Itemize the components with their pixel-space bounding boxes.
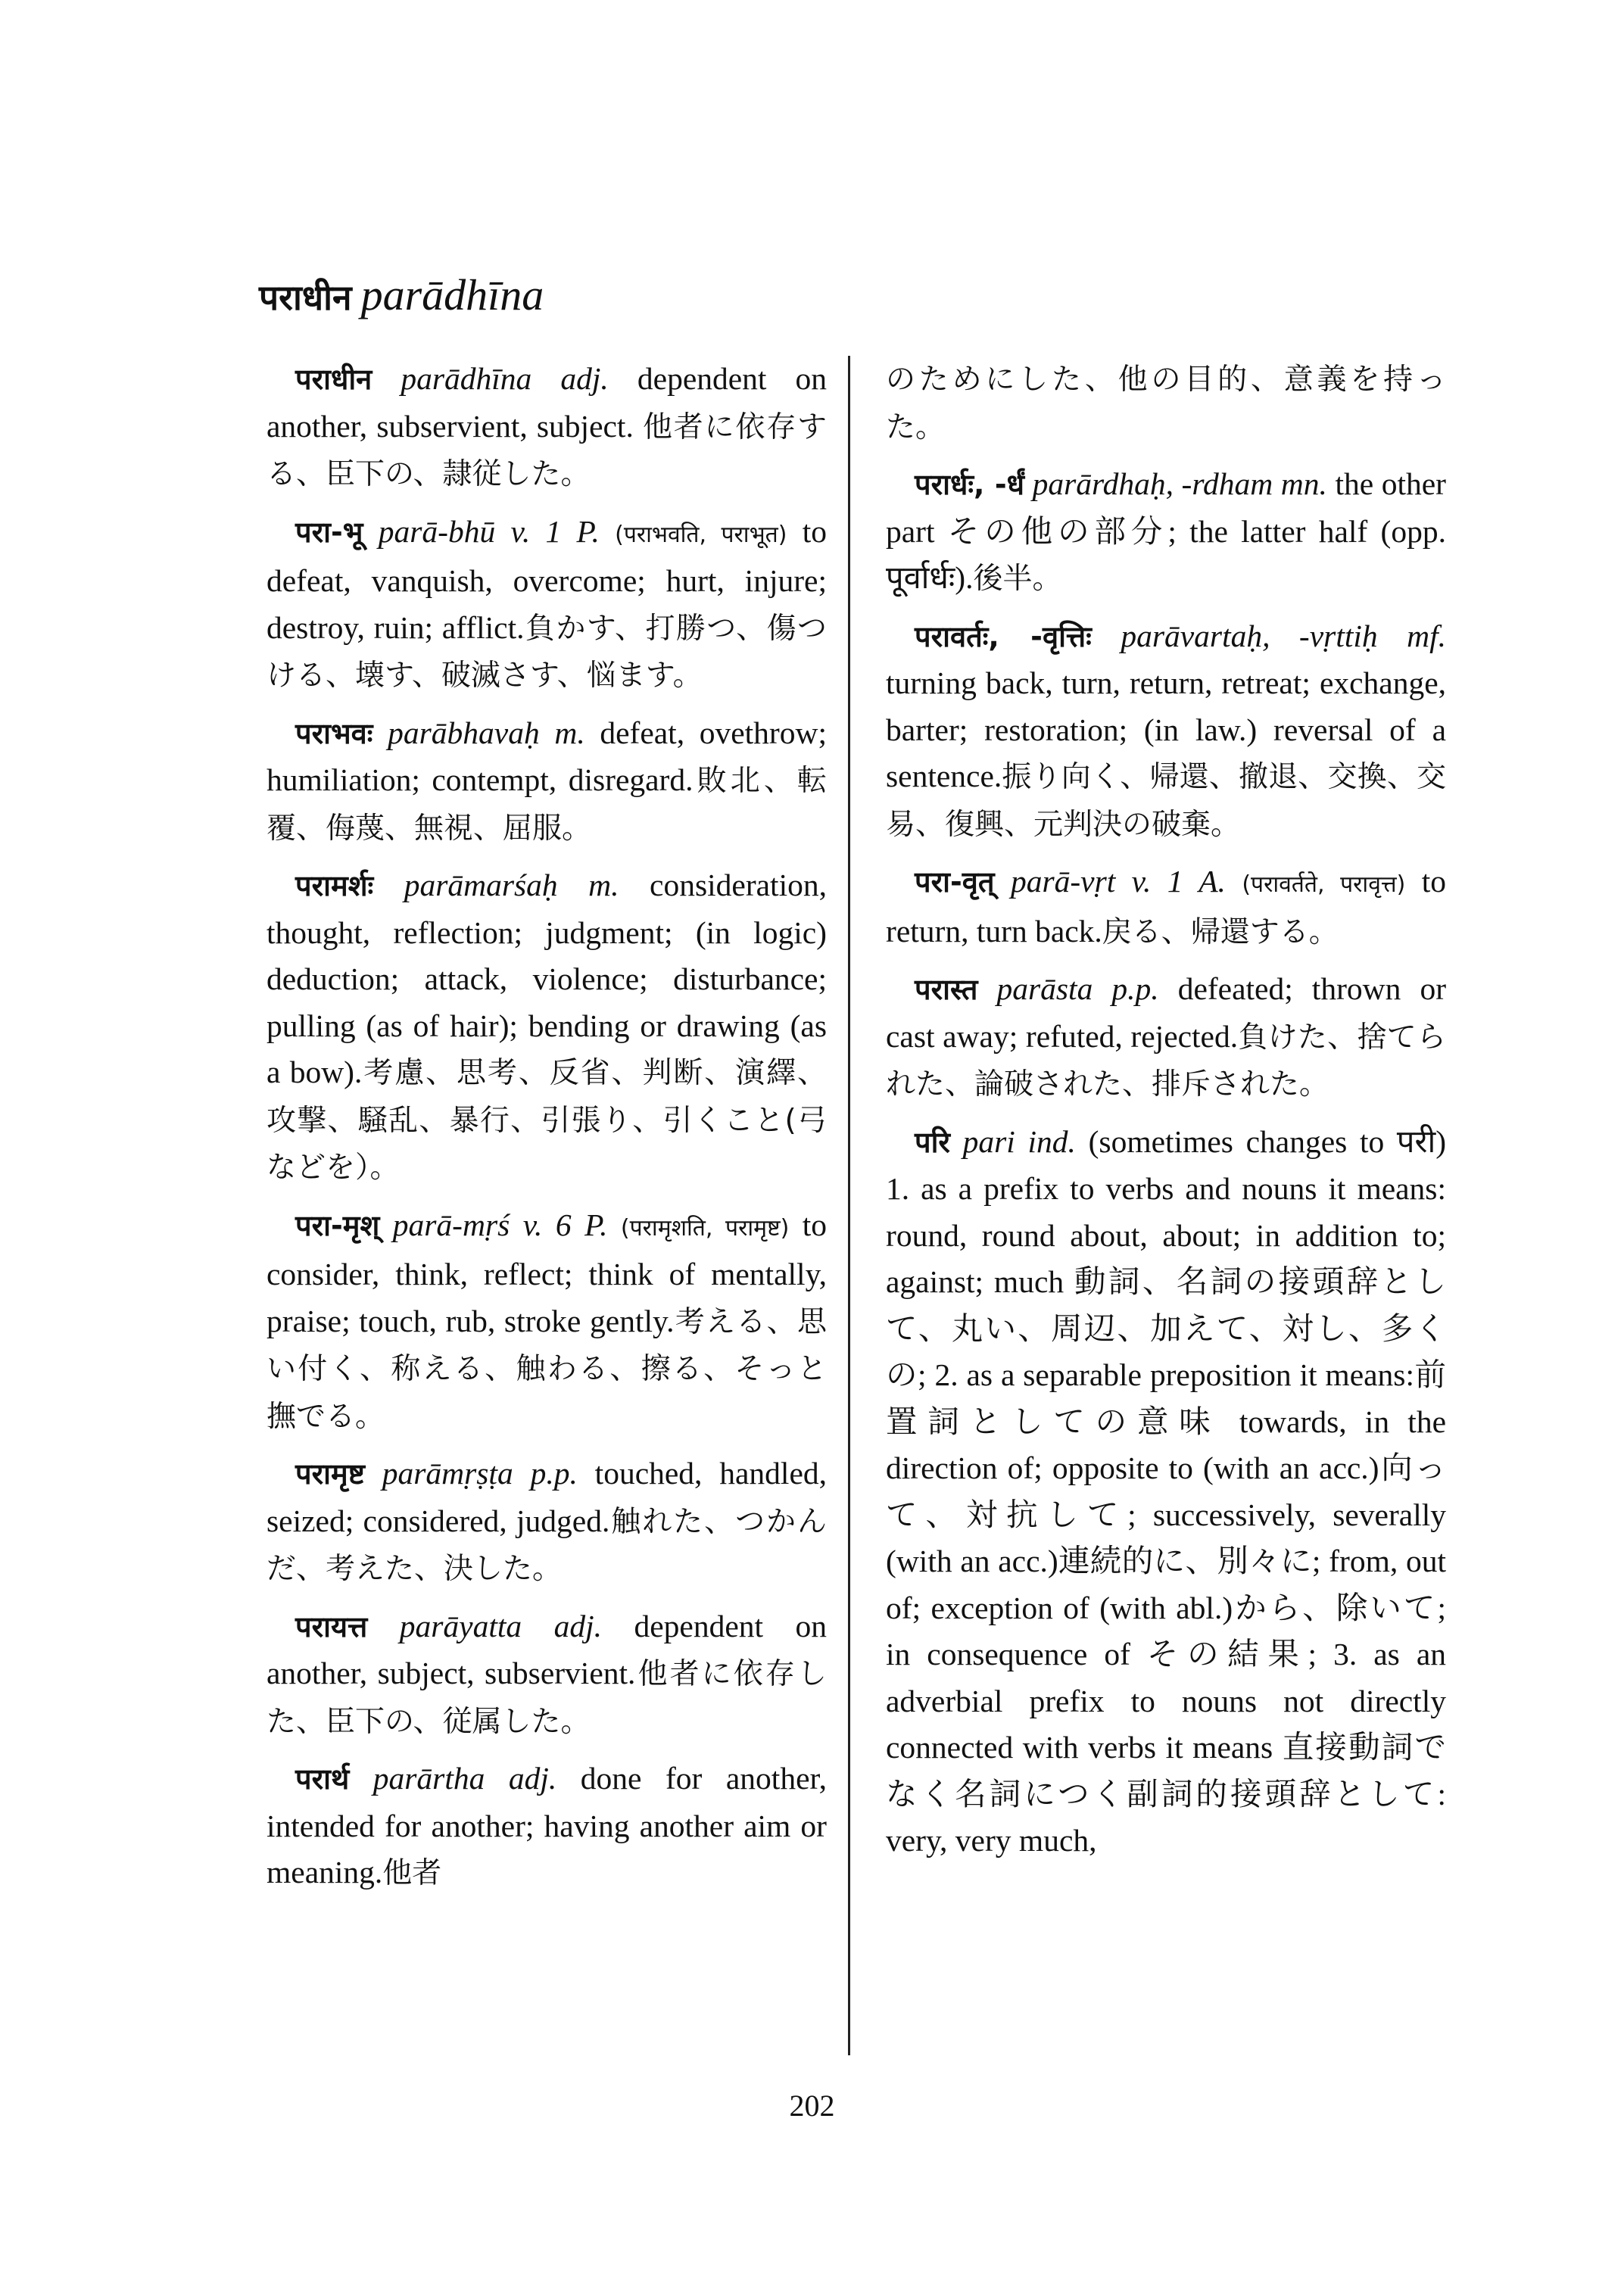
conjugation: (पराभवति, पराभूत) — [615, 521, 787, 548]
transliteration: pari — [962, 1123, 1015, 1159]
japanese-gloss: 戻る、帰還する。 — [1102, 914, 1339, 949]
conjugation: (परावर्तते, परावृत्त) — [1242, 871, 1406, 898]
definition: to consider, think, reflect; think of mentally, praise; touch, rub, stroke gently. — [267, 1207, 828, 1338]
entry-parabhavah — [267, 710, 827, 852]
definition: (sometimes changes to परी) 1. as a prefix to verbs and nouns it means: round, round about, about; in addition to; against; much 動詞、名詞の接頭辞として、丸い、周辺、加えて、対し、多くの; 2. as a separable preposition it means:前置詞としての意味 towards, in the direction of; opposite to (with an acc.)向って、対抗して; successively, severally (with an acc.)連続的に、別々に; from, out of; exception of (with abl.)から、除いて; in consequence of その結果; 3. as an adverbial prefix to nouns not directly connected with verbs it means 直接動詞でなく名詞につく副詞的接頭辞として: very, very much, — [886, 1123, 1447, 1858]
japanese-gloss: 触れた、つかんだ、考えた、決した。 — [267, 1504, 827, 1586]
transliteration: parārdhaḥ, -rdham — [1032, 466, 1273, 501]
running-head-roman: parādhīna — [360, 270, 544, 319]
part-of-speech: adj. — [508, 1761, 557, 1796]
definition: touched, handled, seized; considered, judged. — [267, 1456, 828, 1538]
transliteration: parāsta — [996, 971, 1093, 1006]
entry-parardhah — [886, 461, 1446, 603]
japanese-gloss: 他者に依存した、臣下の、従属した。 — [267, 1657, 827, 1739]
part-of-speech: m. — [588, 868, 619, 902]
part-of-speech: p.p. — [1111, 971, 1159, 1006]
headword: परामर्शः — [295, 869, 374, 902]
transliteration: parā-vṛt — [1010, 864, 1116, 899]
headword: परायत्त — [295, 1609, 368, 1643]
japanese-gloss: 他者 — [382, 1856, 442, 1890]
headword: परार्धः, -र्धं — [915, 468, 1025, 501]
definition: dependent on another, subject, subservient. — [267, 1608, 827, 1690]
part-of-speech: mf. — [1407, 618, 1447, 653]
definition: dependent on another, subservient, subject. — [267, 361, 828, 444]
transliteration: parāyatta — [399, 1608, 522, 1643]
headword: परावर्तः, -वृत्तिः — [915, 619, 1092, 653]
definition: done for another, intended for another; having another aim or meaning. — [267, 1761, 828, 1890]
headword: पराभवः — [295, 716, 373, 750]
definition: to defeat, vanquish, overcome; hurt, injure; destroy, ruin; afflict. — [267, 513, 828, 645]
japanese-gloss: 敗北、転覆、侮蔑、無視、屈服。 — [267, 764, 827, 846]
transliteration: parārtha — [372, 1761, 485, 1796]
japanese-gloss: 考慮、思考、反省、判断、演繹、攻撃、騒乱、暴行、引張り、引くこと(弓などを）。 — [267, 1056, 827, 1185]
definition: turning back, turn, return, retreat; exchange, barter; restoration; (in law.) reversal of a sentence. — [886, 665, 1446, 793]
japanese-gloss: 負けた、捨てられた、論破された、排斥された。 — [886, 1020, 1446, 1101]
japanese-gloss: 考える、思い付く、称える、触わる、擦る、そっと撫でる。 — [267, 1304, 827, 1434]
japanese-gloss: 負かす、打勝つ、傷つける、壊す、破滅さす、悩ます。 — [267, 611, 827, 693]
headword: परामृष्ट — [295, 1457, 365, 1491]
conjugation: (परामृशति, परामृष्ट) — [620, 1214, 790, 1242]
entry-parasta — [886, 966, 1446, 1108]
part-of-speech: v. 6 P. — [522, 1207, 608, 1242]
transliteration: parā-bhū — [378, 513, 496, 549]
definition: defeat, ovethrow; humiliation; contempt, disregard. — [267, 715, 827, 797]
transliteration: parābhavaḥ — [388, 715, 540, 750]
part-of-speech: ind. — [1027, 1123, 1076, 1159]
entry-paradhina — [267, 356, 827, 498]
part-of-speech: adj. — [553, 1608, 603, 1643]
japanese-gloss: のためにした、他の目的、意義を持った。 — [886, 363, 1446, 444]
headword: परा-भू — [295, 515, 363, 549]
entry-paramarsah — [267, 862, 827, 1192]
entry-parayatta — [267, 1603, 827, 1746]
transliteration: parāmarśaḥ — [404, 868, 558, 902]
japanese-gloss: 後半。 — [973, 562, 1062, 596]
running-head-devanagari: पराधीन — [259, 277, 352, 318]
headword: परि — [915, 1125, 950, 1159]
entry-para-vrt — [886, 858, 1446, 955]
headword: परा-मृश् — [295, 1208, 380, 1242]
part-of-speech: mn. — [1280, 466, 1327, 501]
part-of-speech: v. 1 A. — [1131, 864, 1226, 899]
transliteration: parāvartaḥ, -vṛttiḥ — [1121, 618, 1378, 653]
japanese-gloss: 振り向く、帰還、撤退、交換、交易、復興、元判決の破棄。 — [886, 760, 1446, 842]
entry-pari — [886, 1119, 1446, 1865]
headword: परा-वृत् — [915, 865, 995, 899]
transliteration: parādhīna — [401, 361, 532, 396]
part-of-speech: p.p. — [530, 1456, 578, 1491]
part-of-speech: adj. — [560, 361, 609, 396]
headword: परार्थ — [295, 1762, 350, 1796]
definition: defeated; thrown or cast away; refuted, rejected. — [886, 971, 1447, 1054]
left-column — [267, 356, 827, 1908]
headword: परास्त — [915, 973, 978, 1006]
page-number: 202 — [789, 2089, 835, 2123]
entry-parartha — [267, 1756, 827, 1897]
headword: पराधीन — [295, 363, 372, 396]
running-head — [259, 269, 544, 324]
column-divider — [848, 356, 850, 2055]
part-of-speech: m. — [554, 715, 585, 750]
entry-para-bhu — [267, 509, 827, 699]
transliteration: parāmṛṣṭa — [382, 1456, 513, 1491]
entry-paramrsta — [267, 1450, 827, 1593]
japanese-gloss: 他者に依存する、臣下の、隷従した。 — [267, 410, 827, 491]
right-column — [886, 356, 1446, 1875]
entry-paravartah — [886, 613, 1446, 849]
definition: consideration, thought, reflection; judgment; (in logic) deduction; attack, violence; disturbance; pulling (as of hair); bending or drawing (as a bow). — [267, 868, 827, 1089]
definition: the other part その他の部分; the latter half (opp. पूर्वार्धः). — [886, 466, 1446, 595]
definition: to return, turn back. — [886, 864, 1446, 949]
entry-continuation — [886, 356, 1446, 450]
part-of-speech: v. 1 P. — [510, 513, 600, 549]
transliteration: parā-mṛś — [392, 1207, 510, 1242]
entry-para-mrs — [267, 1202, 827, 1441]
